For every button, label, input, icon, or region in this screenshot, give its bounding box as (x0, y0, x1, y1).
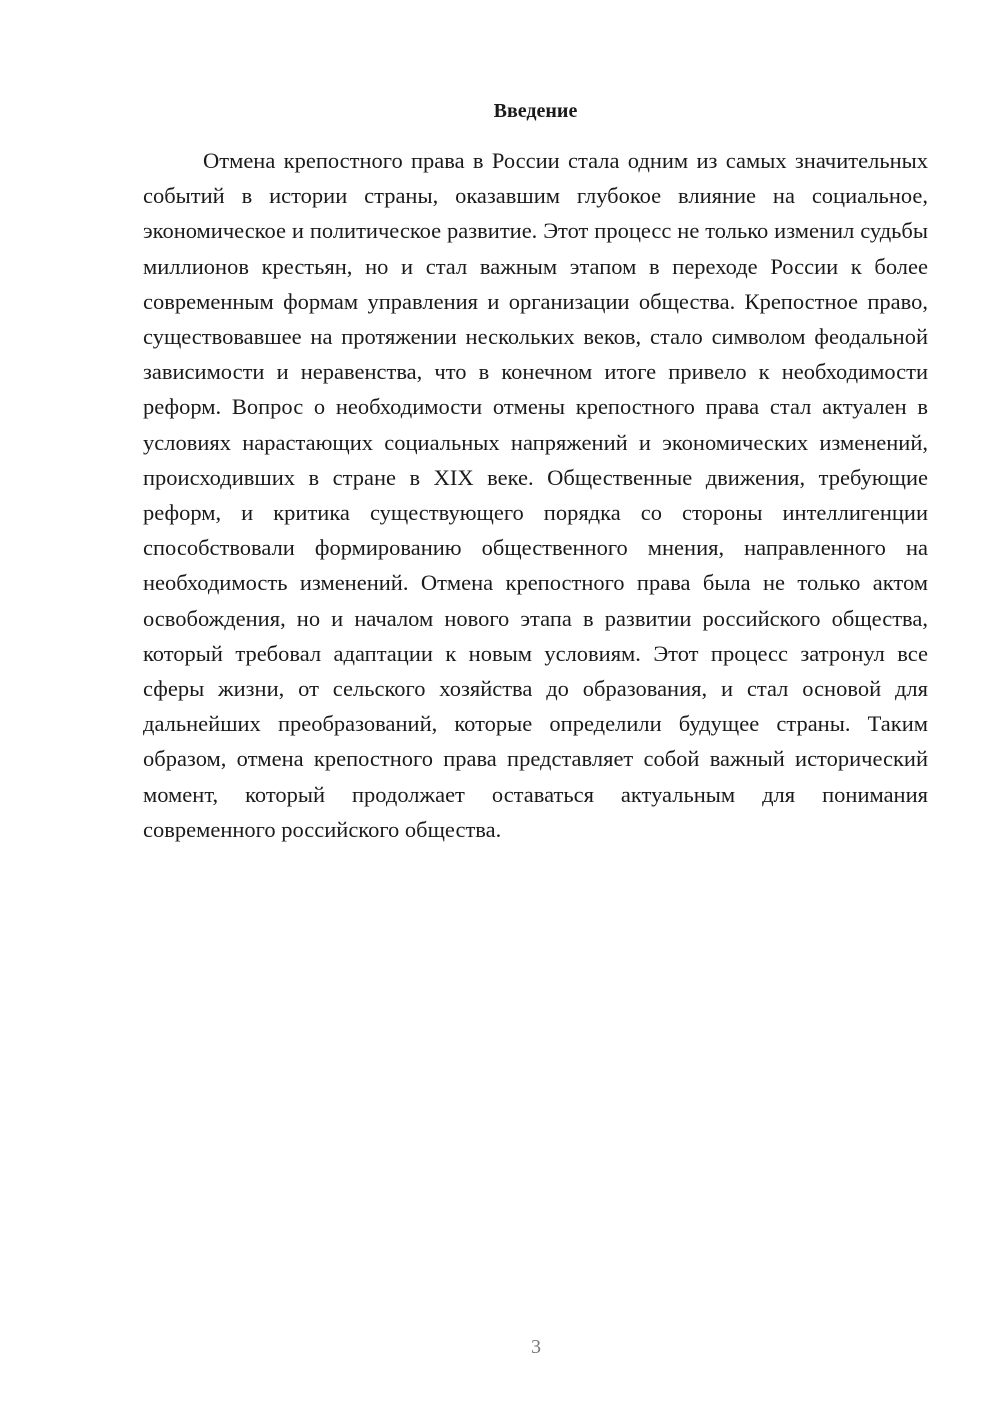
page-number: 3 (531, 1336, 541, 1358)
section-title: Введение (493, 100, 578, 122)
body-paragraph: Отмена крепостного права в России стала одним из самых значительных событий в истории страны, оказавшим глубокое влияние на социальное, экономическое и политическое развитие. Этот процесс не только изменил судьбы миллионов крестьян, но и стал важным этапом в переходе России к более современным формам управления и организации общества. Крепостное право, существовавшее на протяжении нескольких веков, стало символом феодальной зависимости и неравенства, что в конечном итоге привело к необходимости реформ. Вопрос о необходимости отмены крепостного права стал актуален в условиях нарастающих социальных напряжений и экономических изменений, происходивших в стране в XIX веке. Общественные движения, требующие реформ, и критика существующего порядка со стороны интеллигенции способствовали формированию общественного мнения, направленного на необходимость изменений. Отмена крепостного права была не только актом освобождения, но и началом нового этапа в развитии российского общества, который требовал адаптации к новым условиям. Этот процесс затронул все сферы жизни, от сельского хозяйства до образования, и стал основой для дальнейших преобразований, которые определили будущее страны. Таким образом, отмена крепостного права представляет собой важный исторический момент, который продолжает оставаться актуальным для понимания современного российского общества. (143, 148, 928, 842)
